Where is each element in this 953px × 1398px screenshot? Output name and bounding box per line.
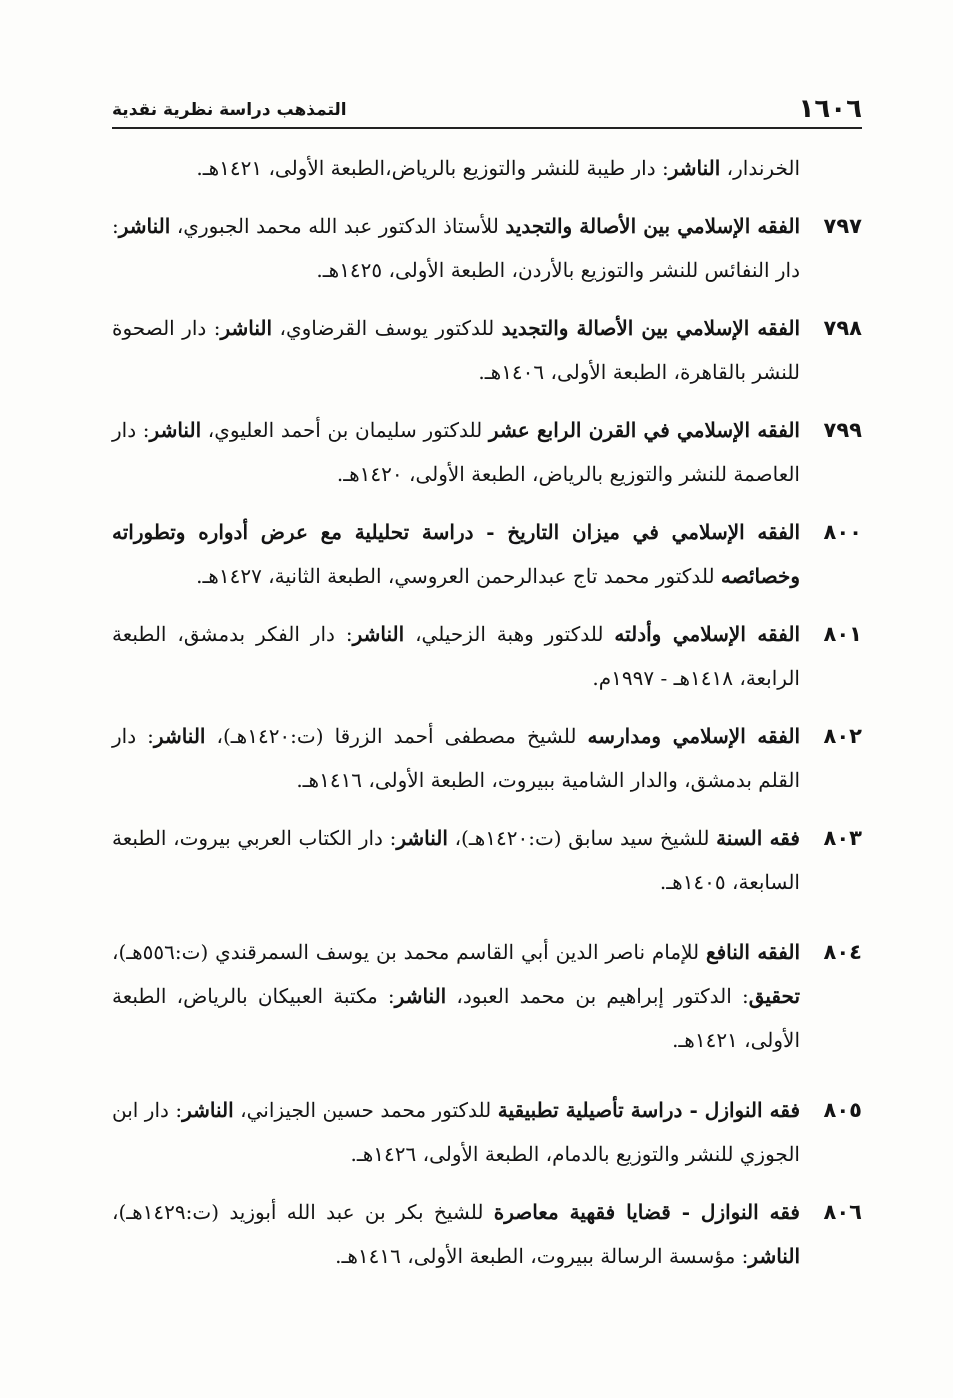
book-title: فقه السنة [716,826,800,850]
entry-text: الفقه الإسلامي ومدارسه للشيخ مصطفى أحمد الزرقا (ت:١٤٢٠هـ)، الناشر: دار القلم بدمشق، والدار الشامية ببيروت، الطبعة الأولى، ١٤١٦هـ. [112,724,801,792]
bibliography-entry-801 [112,612,862,700]
bibliography-entry-797 [112,204,862,292]
entry-text: الفقه الإسلامي بين الأصالة والتجديد للدكتور يوسف القرضاوي، الناشر: دار الصحوة للنشر بالقاهرة، الطبعة الأولى، ١٤٠٦هـ. [112,316,801,384]
entry-text: الفقه الإسلامي وأدلته للدكتور وهبة الزحيلي، الناشر: دار الفكر بدمشق، الطبعة الرابعة، ١٤١٨هـ - ١٩٩٧م. [112,622,801,690]
bibliography-list [112,146,862,1292]
entry-text: الفقه الإسلامي في القرن الرابع عشر للدكتور سليمان بن أحمد العليوي، الناشر: دار العاصمة للنشر والتوزيع بالرياض، الطبعة الأولى، ١٤٢٠هـ. [112,418,800,486]
entry-number: ٨٠١ [823,622,862,646]
book-title: فقه النوازل - دراسة تأصيلية تطبيقية [497,1098,801,1122]
bibliography-entry-805 [112,1088,862,1176]
publisher-label: الناشر [748,1244,800,1268]
header-rule [112,127,862,129]
book-title: الفقه الإسلامي ومدارسه [587,724,801,748]
entry-number: ٨٠٤ [823,940,862,964]
publisher-label: الناشر [352,622,405,646]
page-number: ١٦٠٦ [798,94,862,124]
entry-text: فقه النوازل - دراسة تأصيلية تطبيقية للدكتور محمد حسين الجيزاني، الناشر: دار ابن الجوزي للنشر والتوزيع بالدمام، الطبعة الأولى، ١٤٢٦هـ. [112,1098,801,1166]
entry-text: الفقه النافع للإمام ناصر الدين أبي القاسم محمد بن يوسف السمرقندي (ت:٥٥٦هـ)، تحقيق: الدكتور إبراهيم بن محمد العبود، الناشر: مكتبة العبيكان بالرياض، الطبعة الأولى، ١٤٢١هـ. [112,940,801,1052]
entry-text: الفقه الإسلامي في ميزان التاريخ - دراسة تحليلية مع عرض أدواره وتطوراته وخصائصه للدكتور محمد تاج عبدالرحمن العروسي، الطبعة الثانية، ١٤٢٧هـ. [112,520,800,588]
book-title: الفقه الإسلامي في ميزان التاريخ - دراسة تحليلية مع عرض أدواره وتطوراته وخصائصه [112,520,800,588]
bibliography-entry-800 [112,510,862,598]
book-title: فقه النوازل - قضايا فقهية معاصرة [493,1200,800,1224]
publisher-label: الناشر [396,826,448,850]
bibliography-entry-798 [112,306,862,394]
entry-number: ٨٠٦ [823,1200,862,1224]
publisher-label: الناشر [394,984,447,1008]
publisher-label: الناشر [182,1098,234,1122]
running-title: التمذهب دراسة نظرية نقدية [112,100,347,120]
entry-number: ٨٠٠ [823,520,862,544]
publisher-label: الناشر [668,156,721,180]
book-title: الفقه الإسلامي بين الأصالة والتجديد [505,214,800,238]
entry-number: ٨٠٢ [823,724,862,748]
entry-number: ٨٠٥ [823,1098,862,1122]
publisher-label: الناشر [149,418,202,442]
publisher-label: الناشر [118,214,171,238]
entry-number: ٧٩٨ [823,316,862,340]
entry-text: الخرندار، الناشر: دار طيبة للنشر والتوزيع بالرياض،الطبعة الأولى، ١٤٢١هـ. [196,156,800,180]
bibliography-entry-802 [112,714,862,802]
page-header [112,92,862,128]
entry-number: ٧٩٩ [823,418,862,442]
bibliography-entry-continued [112,146,862,190]
entry-text: فقه النوازل - قضايا فقهية معاصرة للشيخ بكر بن عبد الله أبوزيد (ت:١٤٢٩هـ)، الناشر: مؤسسة الرسالة ببيروت، الطبعة الأولى، ١٤١٦هـ. [112,1200,800,1268]
entry-text: الفقه الإسلامي بين الأصالة والتجديد للأستاذ الدكتور عبد الله محمد الجبوري، الناشر: دار النفائس للنشر والتوزيع بالأردن، الطبعة الأولى، ١٤٢٥هـ. [112,214,800,282]
entry-text: فقه السنة للشيخ سيد سابق (ت:١٤٢٠هـ)، الناشر: دار الكتاب العربي بيروت، الطبعة السابعة، ١٤٠٥هـ. [112,826,800,894]
book-title: الفقه الإسلامي وأدلته [614,622,801,646]
bibliography-entry-804 [112,930,862,1062]
book-title: الفقه النافع [705,940,800,964]
entry-number: ٨٠٣ [823,826,862,850]
bibliography-entry-799 [112,408,862,496]
bibliography-entry-803 [112,816,862,904]
book-title: الفقه الإسلامي بين الأصالة والتجديد [501,316,801,340]
bibliography-entry-806 [112,1190,862,1278]
entry-number: ٧٩٧ [823,214,862,238]
editor-label: تحقيق [748,984,801,1008]
publisher-label: الناشر [220,316,273,340]
publisher-label: الناشر [153,724,206,748]
book-title: الفقه الإسلامي في القرن الرابع عشر [488,418,800,442]
